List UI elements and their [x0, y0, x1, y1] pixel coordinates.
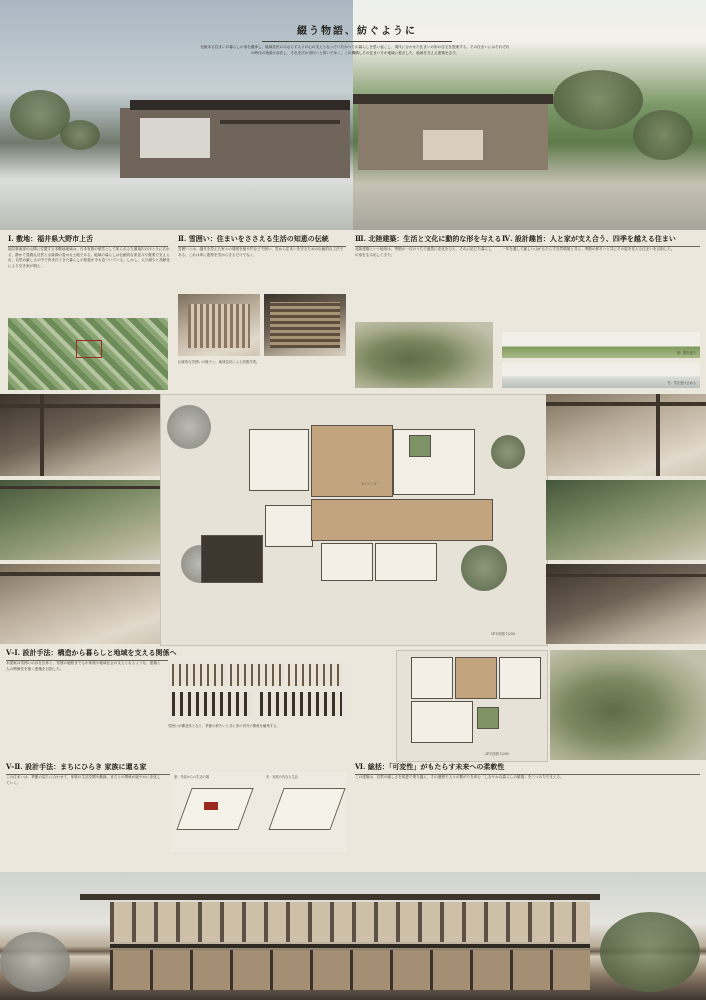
section-5-heading: Ⅴ-Ⅰ. 設計手法：構造から暮らしと地域を支える関係へ: [6, 648, 346, 661]
plan-scale-2f: 2F平面図 1/200: [485, 752, 510, 756]
poster-title: 綴う物語、紡ぐように: [297, 26, 417, 37]
floor-plan-1f: [160, 394, 548, 646]
summer-section-diagram: [502, 332, 700, 358]
intro-text: 伝統ある住まいの暮らしの形を継承し、地域住民のみならず人々の心の支えとなっていたかつての暮らしを思い起こし、現代に合わせた住まいの形の住宅を提案する。その住まいにはそれぞれの時代の物語が存在し、それを次の世代へと紡いでゆく。この機構しその住まい方が地域に根ざした、地域を支える建築を志す。: [200, 45, 510, 55]
section-4-heading: Ⅳ. 設計趣旨：人と家が支え合う、四季を越える住まい: [502, 234, 700, 247]
diagram-label-winter: 冬：家族の内なる生活: [266, 775, 298, 779]
plan-label-dining: ダイニング: [361, 482, 377, 486]
interior-render-left-1: [0, 394, 160, 476]
winter-diagram-caption: 冬：雪を受け止める: [667, 381, 696, 385]
floor-plan-2f: [396, 650, 548, 762]
winter-section-diagram: [502, 362, 700, 388]
section-2-body: 雪囲いとは、越冬を控えた家々の周囲を板や竹などで囲い、雪から住まいを守るための伝統的な工法である。これは単に建物を雪から守るだけでなく、: [178, 247, 344, 257]
section-5-caption: 雪囲いが構造体となり、季節の移ろいと共に家の内外の関係を編集する。: [168, 724, 280, 728]
aerial-village-render: [550, 650, 706, 760]
section-2-caption: 伝統的な雪囲いの様子と、地域住民による設置作業。: [178, 360, 260, 364]
section-3-body: 北陸建築という地形は、季節の一日のうちで風景に変化を与え、それに応じた暮らしの形を生み出してきた。: [355, 247, 492, 257]
interior-render-left-3: [0, 564, 160, 644]
section-4-body: 一年を通して厳しい山がもたらす自然環境と共に、季節の移ろいと共にその姿を変える住まいを目指した。: [502, 247, 675, 251]
structure-diagrams: [168, 660, 348, 720]
interior-render-right-1: [546, 394, 706, 476]
diagram-label-summer: 夏：外部からの生活の場: [174, 775, 210, 779]
site-map: [8, 318, 168, 390]
building-elevation-render: [0, 872, 706, 1000]
section-7-heading: Ⅵ. 総括：「可変性」がもたらす未来への柔軟性: [355, 762, 700, 775]
section-3-heading: Ⅲ. 北陸建築：生活と文化に動的な形を与える: [355, 234, 523, 247]
poster-title-block: [262, 22, 452, 42]
snow-fence-photo-1: [178, 294, 260, 356]
section-6-body: この住まいは、季節の巡りに合わせて、家族の生活空間や動線、まちとの関係が緩やかに変化していく。: [6, 775, 161, 785]
section-1-heading: Ⅰ. 敷地：福井県大野市上舌: [8, 234, 168, 247]
village-diagram: [170, 772, 346, 852]
interior-render-right-2: [546, 480, 706, 560]
section-5-body: 本提案は雪囲いの存在自体と、雪囲の過程までもが家族や地域社会の支えとなるような、建築と人の関係性を築く建築を目指した。: [6, 661, 161, 671]
section-1-body: 福井県東部の山間に位置する本敷地地域は、日本有数の豪雪として知られる九頭竜川のほとりに広がる、静かで豊饒な自然と水資源の豊かな土地である。地域の暮らしは伝統的な家並みや農業で支えられ、自然の厳しさの中で育まれてきた暮らしの知恵が今も息づいている。しかし、人口減少と高齢化により空き家が増え、: [8, 247, 170, 268]
plan-scale-1f: 1F平面図 1/200: [491, 632, 516, 636]
regional-map: [355, 322, 493, 388]
section-2-heading: Ⅱ. 雪囲い：住まいをささえる生活の知恵の伝統: [178, 234, 346, 247]
snow-fence-photo-2: [264, 294, 346, 356]
section-6-heading: Ⅴ-Ⅱ. 設計手法：まちにひらき 家族に還る家: [6, 762, 346, 775]
interior-render-left-2: [0, 480, 160, 560]
section-7-body: この建築は、自然の厳しさを知恵で乗り越え、その過程で人々の繋がりを育む「しなやかな暮らしの循環」を三つの力で支える。: [355, 775, 564, 779]
interior-render-right-3: [546, 564, 706, 644]
title-rule: [262, 41, 452, 42]
summer-diagram-caption: 夏：陽を遮る: [676, 351, 696, 355]
